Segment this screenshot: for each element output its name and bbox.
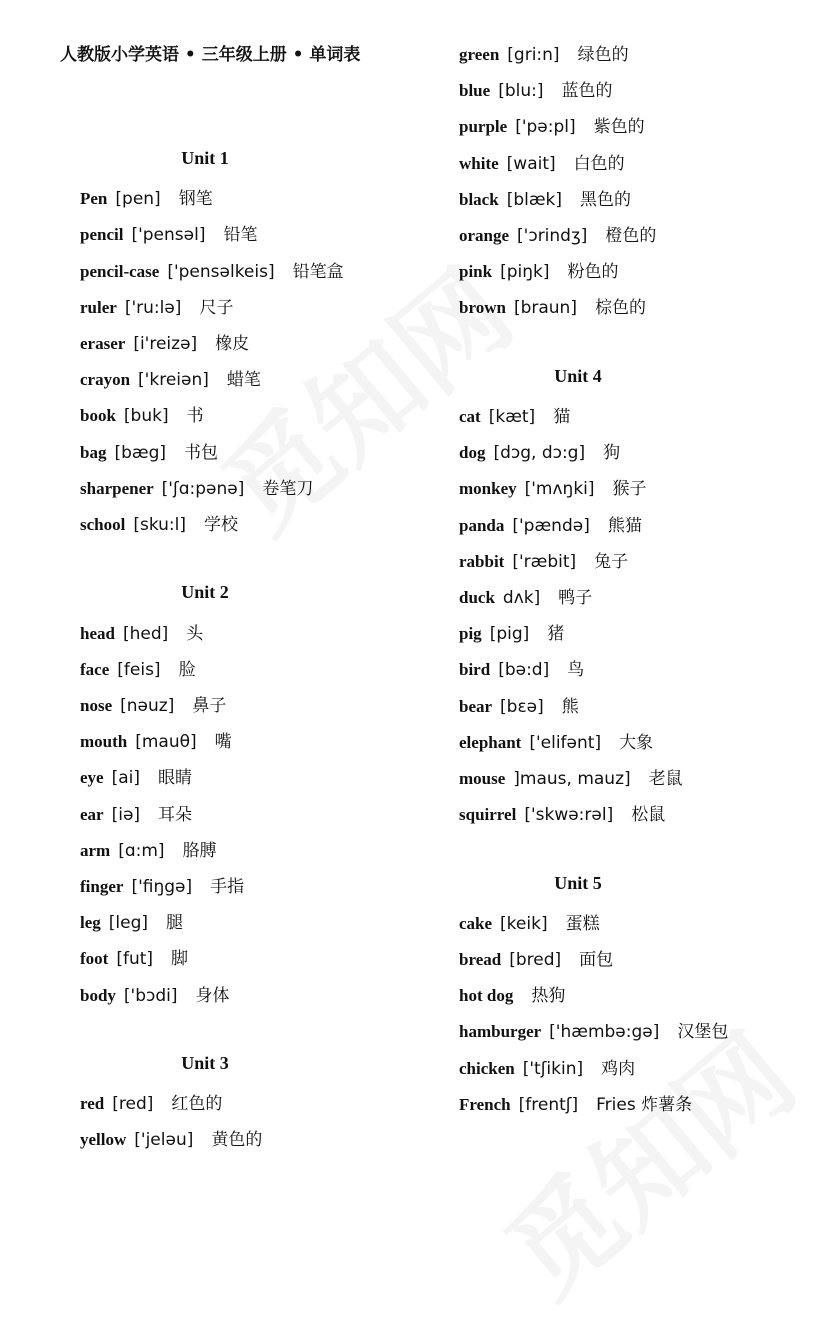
english-word: green xyxy=(459,45,500,64)
chinese-meaning: 鸟 xyxy=(567,660,585,681)
phonetic: ['ru:lə] xyxy=(124,297,182,318)
chinese-meaning: 橡皮 xyxy=(215,334,250,354)
vocab-entry xyxy=(459,78,612,104)
chinese-meaning: 书 xyxy=(186,406,204,427)
phonetic: [braun] xyxy=(513,298,577,319)
chinese-meaning: 兔子 xyxy=(594,551,629,572)
chinese-meaning: 大象 xyxy=(619,732,654,753)
chinese-meaning: 绿色的 xyxy=(577,45,629,65)
phonetic: [pig] xyxy=(489,624,530,645)
english-word: face xyxy=(80,659,110,679)
vocab-entry xyxy=(80,946,188,972)
vocab-entry xyxy=(459,549,628,575)
phonetic: ['kreiən] xyxy=(138,370,209,391)
english-word: French xyxy=(459,1094,511,1114)
phonetic: ['mʌŋki] xyxy=(524,479,595,500)
vocab-entry xyxy=(459,657,584,683)
phonetic: ['pændə] xyxy=(512,515,590,536)
vocab-entry xyxy=(80,259,344,285)
english-word: panda xyxy=(459,515,505,535)
english-word: bag xyxy=(80,442,107,462)
chinese-meaning: 书包 xyxy=(184,442,219,463)
phonetic: [bɛə] xyxy=(500,696,544,717)
chinese-meaning: 老鼠 xyxy=(648,769,683,789)
english-word: hamburger xyxy=(459,1022,542,1042)
english-word: bird xyxy=(459,660,491,680)
vocab-entry xyxy=(459,42,629,68)
vocab-entry xyxy=(459,151,625,177)
chinese-meaning: Fries 炸薯条 xyxy=(596,1094,693,1115)
phonetic: ['jeləu] xyxy=(134,1130,194,1151)
chinese-meaning: 钢笔 xyxy=(178,189,213,210)
vocab-entry xyxy=(80,331,249,357)
phonetic: [mauθ] xyxy=(135,732,197,753)
chinese-meaning: 身体 xyxy=(195,985,230,1006)
chinese-meaning: 紫色的 xyxy=(593,117,645,138)
english-word: rabbit xyxy=(459,551,505,571)
chinese-meaning: 熊 xyxy=(561,696,579,717)
chinese-meaning: 猴子 xyxy=(612,479,647,500)
chinese-meaning: 胳膊 xyxy=(182,840,217,861)
phonetic: [frentʃ] xyxy=(518,1094,579,1115)
english-word: mouth xyxy=(80,732,128,752)
english-word: book xyxy=(80,406,116,426)
vocab-entry xyxy=(459,983,565,1009)
chinese-meaning: 蓝色的 xyxy=(561,81,613,102)
phonetic: ['bɔdi] xyxy=(123,985,178,1006)
vocab-entry xyxy=(80,729,232,755)
vocab-entry xyxy=(80,476,313,502)
vocab-entry xyxy=(459,404,570,430)
phonetic: ['pensəlkeis] xyxy=(167,261,275,282)
vocab-entry xyxy=(80,910,183,936)
chinese-meaning: 尺子 xyxy=(199,297,234,318)
vocab-entry xyxy=(459,911,600,937)
vocab-entry xyxy=(80,1127,262,1153)
english-word: arm xyxy=(80,840,111,860)
english-word: leg xyxy=(80,913,101,933)
phonetic: [iə] xyxy=(111,804,141,825)
chinese-meaning: 手指 xyxy=(210,877,245,897)
chinese-meaning: 松鼠 xyxy=(631,805,666,826)
vocab-entry xyxy=(459,259,619,285)
english-word: hot dog xyxy=(459,986,514,1006)
english-word: cat xyxy=(459,407,481,426)
chinese-meaning: 鸭子 xyxy=(558,588,593,608)
unit-heading: Unit 1 xyxy=(181,148,229,168)
vocab-entry xyxy=(80,765,192,791)
vocab-entry xyxy=(80,1091,222,1117)
chinese-meaning: 学校 xyxy=(204,515,239,535)
phonetic: [piŋk] xyxy=(500,262,550,283)
vocab-entry xyxy=(459,694,579,720)
phonetic: [nəuz] xyxy=(120,696,175,716)
english-word: body xyxy=(80,985,116,1005)
english-word: eraser xyxy=(80,334,126,353)
english-word: sharpener xyxy=(80,478,154,498)
phonetic: [i'reizə] xyxy=(133,334,198,354)
english-word: red xyxy=(80,1094,105,1114)
unit-heading: Unit 5 xyxy=(554,872,602,893)
chinese-meaning: 汉堡包 xyxy=(677,1022,729,1043)
chinese-meaning: 白色的 xyxy=(573,153,625,174)
chinese-meaning: 卷笔刀 xyxy=(262,478,314,499)
english-word: ear xyxy=(80,804,104,824)
english-word: pencil-case xyxy=(80,261,160,281)
vocab-entry xyxy=(80,403,204,429)
page-title: 人教版小学英语 • 三年级上册 • 单词表 xyxy=(60,45,361,65)
english-word: school xyxy=(80,515,126,534)
chinese-meaning: 橙色的 xyxy=(605,226,657,246)
english-word: white xyxy=(459,153,499,173)
vocab-entry xyxy=(459,513,642,539)
vocab-entry xyxy=(459,766,683,792)
chinese-meaning: 棕色的 xyxy=(594,298,646,319)
chinese-meaning: 耳朵 xyxy=(158,804,193,825)
english-word: yellow xyxy=(80,1130,127,1150)
phonetic: ['pə:pl] xyxy=(515,117,576,138)
english-word: pink xyxy=(459,262,493,282)
phonetic: ['ræbit] xyxy=(512,551,577,572)
chinese-meaning: 腿 xyxy=(166,913,184,934)
vocab-entry xyxy=(80,367,261,393)
chinese-meaning: 面包 xyxy=(579,950,614,970)
chinese-meaning: 红色的 xyxy=(171,1094,223,1115)
phonetic: ['pensəl] xyxy=(131,225,206,246)
phonetic: [bæg] xyxy=(114,442,167,463)
english-word: blue xyxy=(459,81,491,101)
vocab-entry xyxy=(80,222,257,248)
chinese-meaning: 黄色的 xyxy=(211,1130,263,1151)
vocab-entry xyxy=(459,187,631,213)
chinese-meaning: 蛋糕 xyxy=(565,913,600,934)
vocab-entry xyxy=(459,1019,728,1045)
english-word: monkey xyxy=(459,479,517,499)
vocab-entry xyxy=(459,114,645,140)
vocab-entry xyxy=(459,223,656,249)
chinese-meaning: 鼻子 xyxy=(192,696,227,716)
vocab-entry xyxy=(80,621,203,647)
chinese-meaning: 蜡笔 xyxy=(226,370,261,391)
chinese-meaning: 铅笔盒 xyxy=(292,261,344,282)
chinese-meaning: 猪 xyxy=(547,624,565,645)
english-word: bear xyxy=(459,696,493,716)
english-word: orange xyxy=(459,226,510,245)
chinese-meaning: 脚 xyxy=(171,949,189,970)
english-word: finger xyxy=(80,877,124,896)
vocab-entry xyxy=(80,983,230,1009)
vocab-entry xyxy=(459,802,665,828)
vocab-entry xyxy=(459,947,613,973)
phonetic: [sku:l] xyxy=(133,515,187,535)
vocab-entry xyxy=(80,657,196,683)
chinese-meaning: 头 xyxy=(186,623,204,644)
vocab-entry xyxy=(459,295,646,321)
phonetic: [wait] xyxy=(506,153,556,174)
phonetic: [red] xyxy=(112,1094,154,1115)
english-word: duck xyxy=(459,588,495,607)
phonetic: [buk] xyxy=(123,406,169,427)
english-word: nose xyxy=(80,696,113,715)
english-word: mouse xyxy=(459,769,506,788)
vocab-entry xyxy=(459,440,620,466)
vocab-entry xyxy=(80,802,192,828)
vocab-entry xyxy=(80,693,226,719)
chinese-meaning: 猫 xyxy=(553,407,571,427)
vocab-entry xyxy=(80,838,217,864)
phonetic: [bred] xyxy=(509,950,562,970)
chinese-meaning: 黑色的 xyxy=(580,189,632,210)
phonetic: ['skwə:rəl] xyxy=(524,805,614,826)
chinese-meaning: 狗 xyxy=(603,443,621,464)
english-word: purple xyxy=(459,117,508,137)
chinese-meaning: 眼睛 xyxy=(158,768,192,789)
vocab-entry xyxy=(459,621,564,647)
phonetic: dʌk] xyxy=(502,588,541,608)
english-word: ruler xyxy=(80,297,117,317)
english-word: black xyxy=(459,189,499,209)
chinese-meaning: 嘴 xyxy=(214,732,232,753)
phonetic: ['ʃɑ:pənə] xyxy=(161,478,245,499)
chinese-meaning: 脸 xyxy=(178,659,196,680)
unit-heading: Unit 2 xyxy=(181,582,229,603)
phonetic: ]maus, mauz] xyxy=(513,769,631,789)
phonetic: ['ɔrindʒ] xyxy=(517,226,588,246)
english-word: elephant xyxy=(459,732,522,752)
chinese-meaning: 热狗 xyxy=(531,986,566,1007)
phonetic: [hed] xyxy=(122,623,169,644)
chinese-meaning: 铅笔 xyxy=(223,225,258,246)
phonetic: ['tʃikin] xyxy=(522,1058,584,1079)
english-word: crayon xyxy=(80,370,131,390)
phonetic: [feis] xyxy=(117,659,161,680)
vocab-entry xyxy=(80,440,218,466)
english-word: cake xyxy=(459,913,493,933)
phonetic: ['hæmbə:gə] xyxy=(549,1022,660,1043)
unit-heading: Unit 4 xyxy=(554,365,602,386)
phonetic: ['elifənt] xyxy=(529,732,602,753)
phonetic: [keik] xyxy=(500,913,548,934)
english-word: pencil xyxy=(80,225,124,245)
chinese-meaning: 粉色的 xyxy=(567,262,619,283)
vocab-entry xyxy=(459,730,653,756)
english-word: brown xyxy=(459,298,506,318)
vocab-entry xyxy=(80,186,213,212)
vocab-entry xyxy=(80,512,238,538)
phonetic: [bə:d] xyxy=(498,660,550,681)
phonetic: [fut] xyxy=(116,949,154,970)
phonetic: ['fiŋgə] xyxy=(131,877,193,897)
vocab-entry xyxy=(459,585,592,611)
english-word: bread xyxy=(459,950,502,969)
chinese-meaning: 熊猫 xyxy=(607,515,642,536)
phonetic: [gri:n] xyxy=(507,45,560,65)
phonetic: [ɑ:m] xyxy=(118,840,165,861)
english-word: eye xyxy=(80,768,104,788)
phonetic: [ai] xyxy=(111,768,140,789)
chinese-meaning: 鸡肉 xyxy=(601,1058,636,1079)
phonetic: [blu:] xyxy=(498,81,544,102)
english-word: Pen xyxy=(80,189,108,209)
english-word: squirrel xyxy=(459,805,517,825)
phonetic: [blæk] xyxy=(506,189,563,210)
phonetic: [kæt] xyxy=(488,407,536,427)
english-word: chicken xyxy=(459,1058,515,1078)
english-word: foot xyxy=(80,949,109,969)
vocab-entry xyxy=(80,874,244,900)
vocab-entry xyxy=(80,295,233,321)
english-word: pig xyxy=(459,624,482,644)
english-word: dog xyxy=(459,443,486,463)
phonetic: [pen] xyxy=(115,189,161,210)
phonetic: [leg] xyxy=(108,913,149,934)
phonetic: [dɔg, dɔ:g] xyxy=(493,443,586,464)
vocab-entry xyxy=(459,1092,692,1118)
unit-heading: Unit 3 xyxy=(181,1053,229,1073)
english-word: head xyxy=(80,623,115,643)
vocab-entry xyxy=(459,1056,635,1082)
vocab-entry xyxy=(459,476,647,502)
